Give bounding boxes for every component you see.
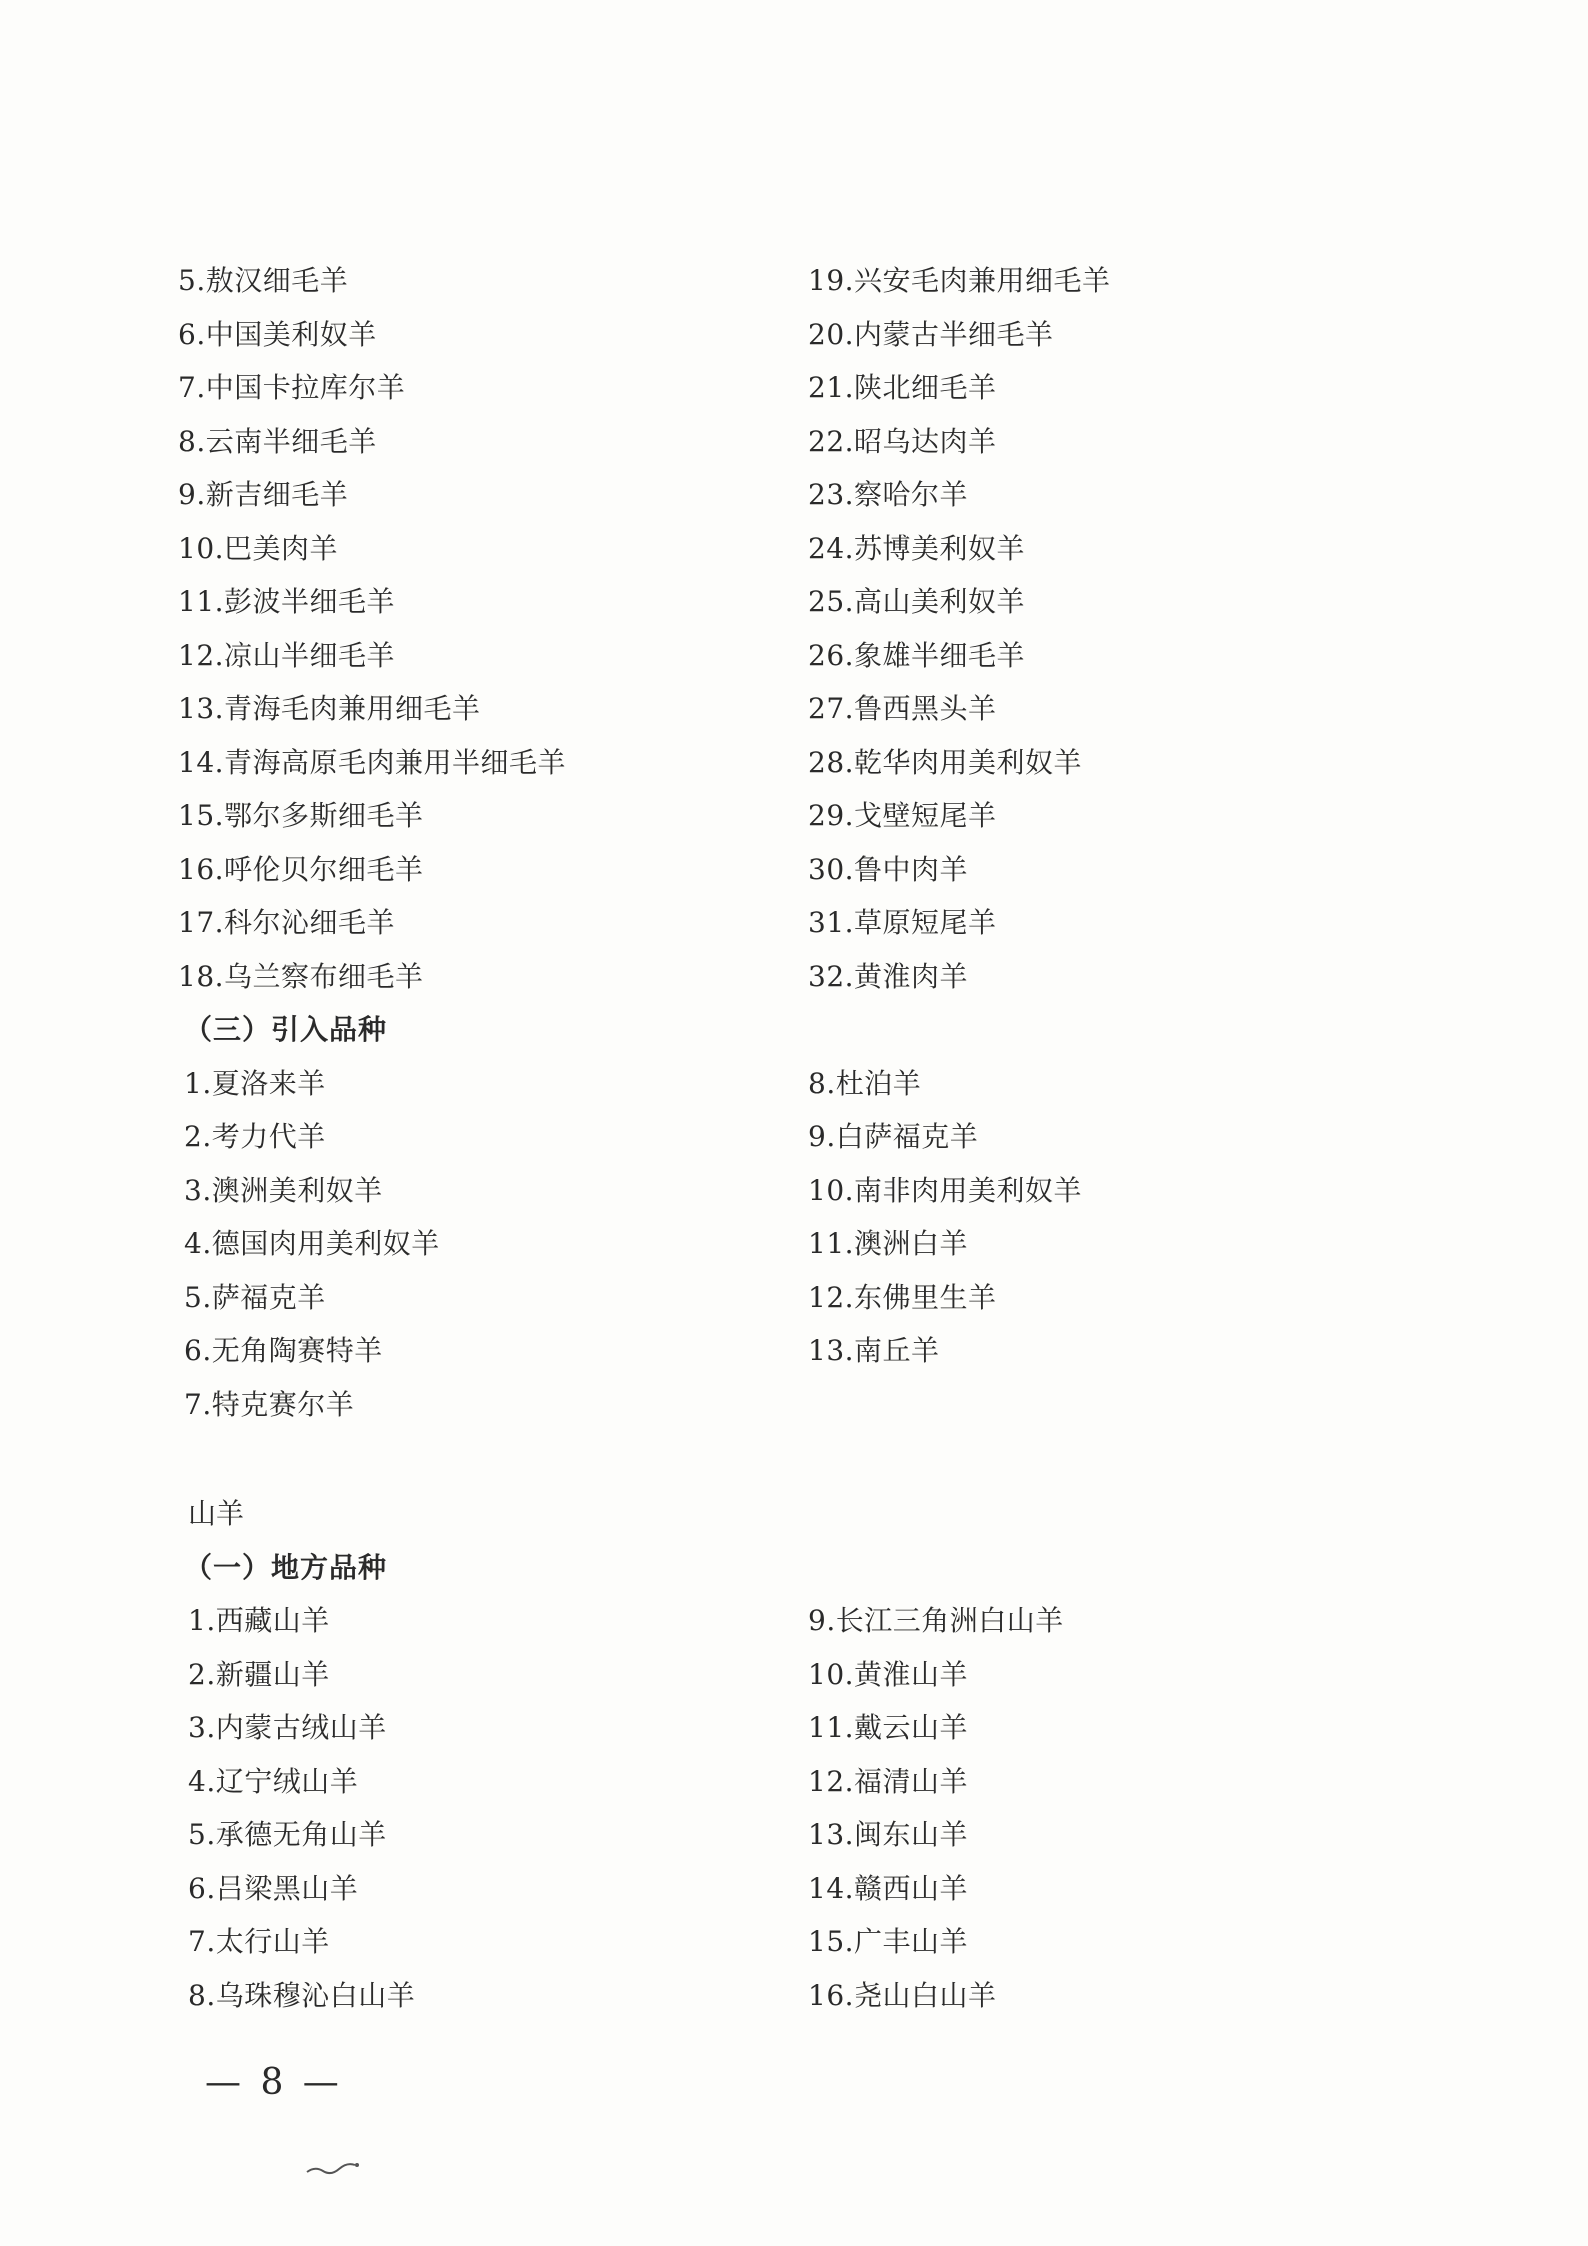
list-item: 32.黄淮肉羊: [808, 959, 969, 993]
list-item: 15.鄂尔多斯细毛羊: [178, 799, 424, 832]
list-item: 29.戈壁短尾羊: [808, 799, 997, 832]
list-item: 11.澳洲白羊: [808, 1227, 969, 1260]
list-item: 6.吕梁黑山羊: [188, 1871, 359, 1905]
list-item: 2.新疆山羊: [188, 1657, 330, 1691]
list-item: 10.南非肉用美利奴羊: [808, 1173, 1083, 1207]
goat-local-list: [178, 1594, 1358, 2022]
list-item: 31.草原短尾羊: [808, 906, 997, 939]
goat-title: 山羊: [188, 1497, 245, 1530]
list-item: 20.内蒙古半细毛羊: [808, 317, 1054, 351]
list-item: 12.东佛里生羊: [808, 1280, 997, 1314]
list-item: 16.尧山白山羊: [808, 1978, 997, 2012]
list-item: 27.鲁西黑头羊: [808, 692, 997, 725]
list-item: 10.巴美肉羊: [178, 531, 339, 565]
list-item: 16.呼伦贝尔细毛羊: [178, 852, 424, 886]
list-item: 19.兴安毛肉兼用细毛羊: [808, 264, 1111, 297]
list-item: 9.长江三角洲白山羊: [808, 1604, 1064, 1637]
list-item: 25.高山美利奴羊: [808, 585, 1026, 618]
list-item: 14.青海高原毛肉兼用半细毛羊: [178, 745, 567, 779]
list-item: 5.承德无角山羊: [188, 1818, 387, 1851]
list-item: 17.科尔沁细毛羊: [178, 906, 396, 939]
list-item: 28.乾华肉用美利奴羊: [808, 745, 1083, 779]
list-item: 24.苏博美利奴羊: [808, 531, 1026, 565]
list-item: 21.陕北细毛羊: [808, 371, 997, 404]
sheep-fine-wool-list: [178, 254, 1358, 1003]
sheep-introduced-section: [178, 1003, 1358, 1431]
list-item: 30.鲁中肉羊: [808, 852, 969, 886]
list-item: 23.察哈尔羊: [808, 478, 969, 511]
list-item: 7.特克赛尔羊: [184, 1387, 355, 1421]
list-item: 7.太行山羊: [188, 1925, 330, 1958]
list-item: 13.南丘羊: [808, 1334, 940, 1367]
list-item: 15.广丰山羊: [808, 1925, 969, 1958]
sheep-fine-wool-section: [178, 254, 1358, 1003]
goat-local-heading: （一）地方品种: [184, 1550, 388, 1584]
list-item: 6.中国美利奴羊: [178, 317, 377, 351]
goat-section: [178, 1487, 1358, 2022]
list-item: 8.杜泊羊: [808, 1066, 922, 1100]
list-item: 13.闽东山羊: [808, 1818, 969, 1851]
list-item: 11.戴云山羊: [808, 1711, 969, 1744]
list-item: 3.内蒙古绒山羊: [188, 1711, 387, 1744]
list-item: 8.乌珠穆沁白山羊: [188, 1978, 416, 2012]
list-item: 13.青海毛肉兼用细毛羊: [178, 692, 481, 725]
list-item: 5.敖汉细毛羊: [178, 264, 349, 297]
list-item: 7.中国卡拉库尔羊: [178, 371, 406, 404]
sheep-introduced-list: [178, 1057, 1358, 1432]
page-number: — 8 —: [205, 2062, 343, 2103]
list-item: 5.萨福克羊: [184, 1280, 326, 1314]
list-item: 4.德国肉用美利奴羊: [184, 1227, 440, 1260]
sheep-introduced-heading: （三）引入品种: [184, 1013, 388, 1046]
list-item: 4.辽宁绒山羊: [188, 1764, 359, 1798]
list-item: 22.昭乌达肉羊: [808, 424, 997, 458]
list-item: 18.乌兰察布细毛羊: [178, 959, 424, 993]
list-item: 26.象雄半细毛羊: [808, 638, 1026, 672]
list-item: 11.彭波半细毛羊: [178, 585, 396, 618]
list-item: 12.福清山羊: [808, 1764, 969, 1798]
list-item: 12.凉山半细毛羊: [178, 638, 396, 672]
list-item: 8.云南半细毛羊: [178, 424, 377, 458]
list-item: 1.夏洛来羊: [184, 1066, 326, 1100]
list-item: 2.考力代羊: [184, 1120, 326, 1153]
list-item: 9.新吉细毛羊: [178, 478, 349, 511]
scan-smudge-mark: [305, 2160, 365, 2178]
list-item: 14.赣西山羊: [808, 1871, 969, 1905]
list-item: 10.黄淮山羊: [808, 1657, 969, 1691]
list-item: 3.澳洲美利奴羊: [184, 1173, 383, 1207]
list-item: 9.白萨福克羊: [808, 1120, 979, 1153]
list-item: 1.西藏山羊: [188, 1604, 330, 1637]
list-item: 6.无角陶赛特羊: [184, 1334, 383, 1367]
